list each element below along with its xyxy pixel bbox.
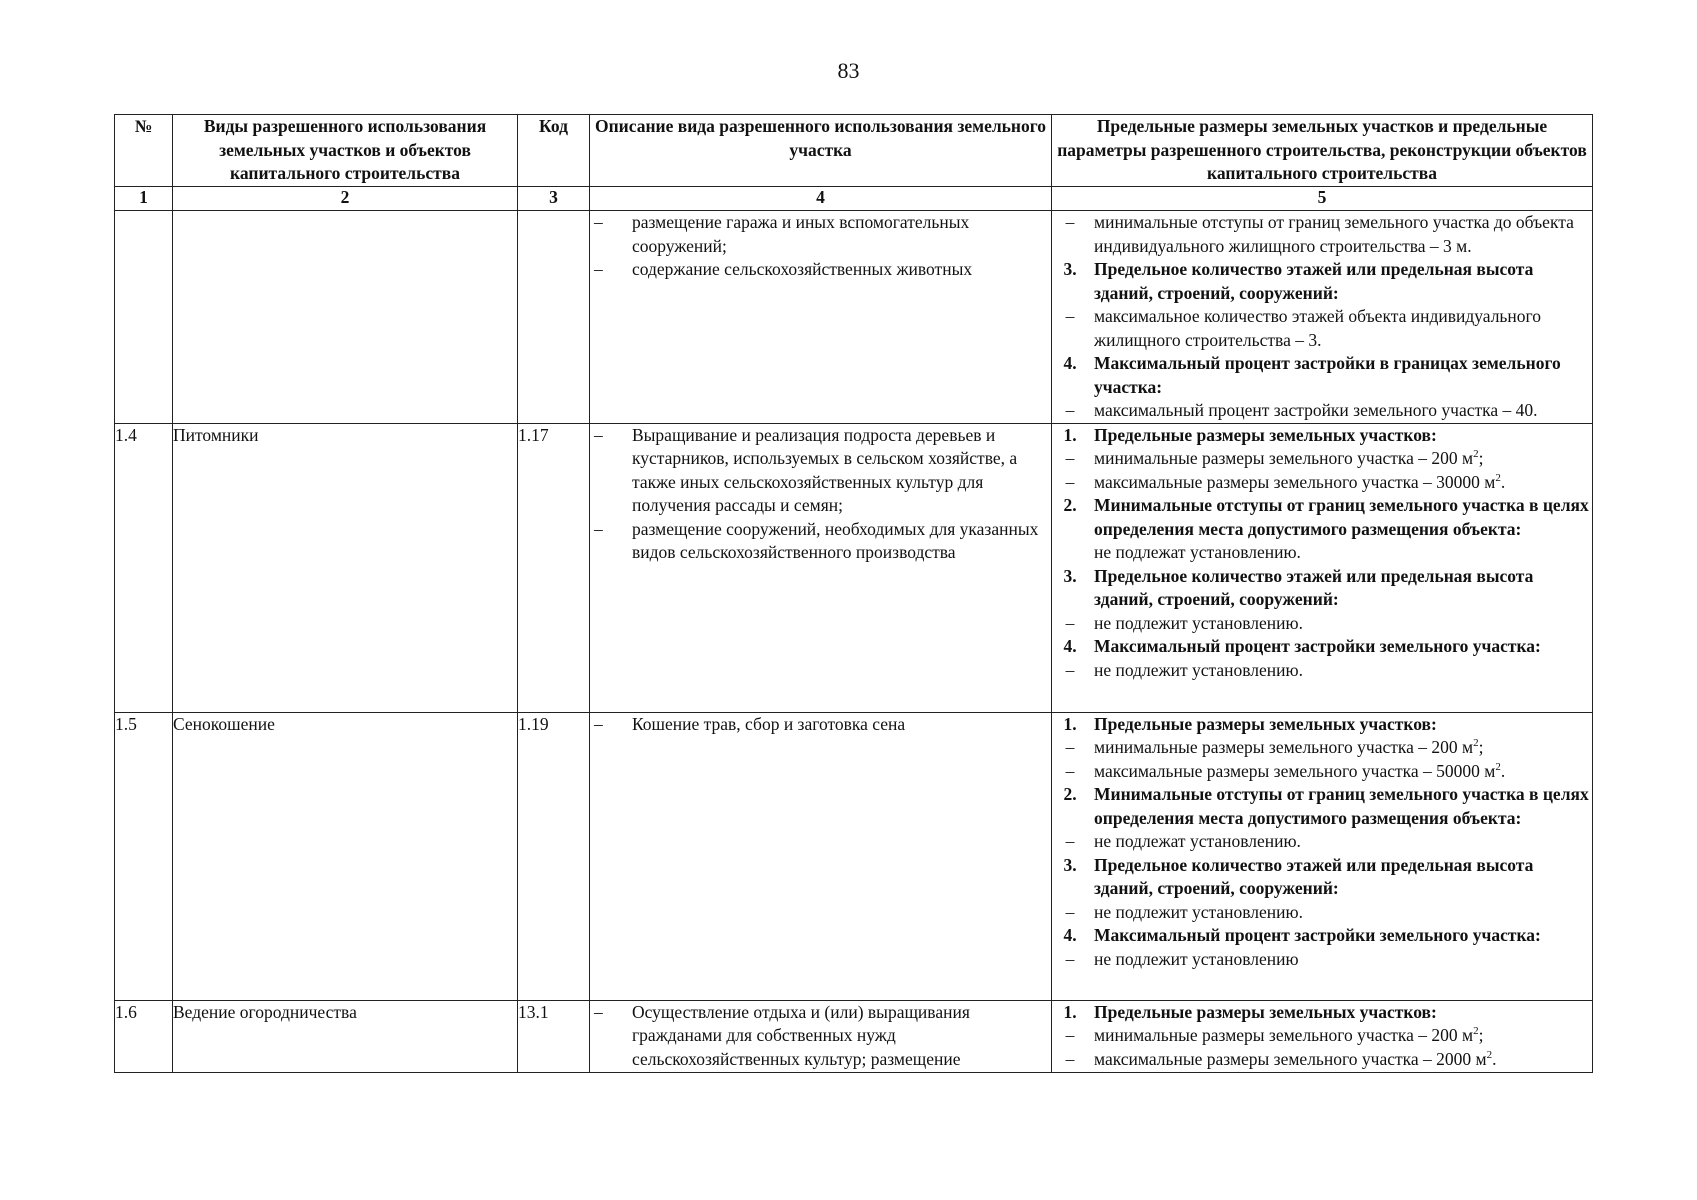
item-text: Предельное количество этажей или предельная высота зданий, строений, сооружений: bbox=[1094, 565, 1534, 609]
item-tail: ; bbox=[1478, 1025, 1484, 1045]
list-marker: – bbox=[1065, 306, 1075, 326]
list-marker: – bbox=[1065, 1048, 1075, 1069]
parameter-item bbox=[1052, 541, 1592, 565]
description-item bbox=[590, 518, 1051, 565]
item-text: Предельные размеры земельных участков: bbox=[1094, 1001, 1437, 1022]
list-marker: – bbox=[1065, 400, 1075, 420]
item-text: максимальные размеры земельного участка – 2000 м bbox=[1094, 1048, 1487, 1069]
item-text: минимальные отступы от границ земельного участка до объекта индивидуального жилищного строительства – 3 м. bbox=[1094, 212, 1574, 256]
row-name: Сенокошение bbox=[173, 712, 518, 1000]
column-number: 2 bbox=[173, 187, 518, 211]
list-marker: – bbox=[1065, 448, 1075, 468]
item-text: не подлежит установлению. bbox=[1094, 901, 1303, 922]
parameter-item bbox=[1052, 471, 1592, 495]
parameter-item bbox=[1052, 258, 1592, 305]
item-text: максимальные размеры земельного участка – 50000 м bbox=[1094, 760, 1496, 781]
superscript: 2 bbox=[1495, 471, 1501, 484]
parameter-item bbox=[1052, 352, 1592, 399]
superscript: 2 bbox=[1495, 760, 1501, 773]
description-item bbox=[590, 713, 1051, 737]
item-text: не подлежат установлению. bbox=[1094, 542, 1301, 562]
list-marker: – bbox=[594, 259, 603, 279]
item-tail: ; bbox=[1478, 737, 1484, 757]
item-text: максимальные размеры земельного участка – 30000 м bbox=[1094, 471, 1496, 492]
item-text: Осуществление отдыха и (или) выращивания гражданами для собственных нужд сельскохозяйственных культур; размещение bbox=[632, 1001, 970, 1069]
list-marker: 1. bbox=[1063, 1001, 1077, 1022]
table-header-row bbox=[115, 115, 1593, 187]
list-marker: – bbox=[594, 212, 603, 232]
row-description bbox=[590, 211, 1052, 424]
row-description bbox=[590, 423, 1052, 712]
row-description bbox=[590, 712, 1052, 1000]
list-marker: – bbox=[1065, 831, 1075, 851]
list-marker: – bbox=[1065, 901, 1075, 922]
parameter-item bbox=[1052, 565, 1592, 612]
superscript: 2 bbox=[1473, 737, 1479, 750]
row-parameters bbox=[1052, 712, 1593, 1000]
list-marker: – bbox=[1065, 212, 1075, 232]
land-use-table bbox=[114, 114, 1593, 1073]
header-name: Виды разрешенного использования земельных участков и объектов капитального строительства bbox=[173, 115, 518, 187]
parameter-item bbox=[1052, 901, 1592, 925]
parameter-item bbox=[1052, 760, 1592, 784]
column-number: 3 bbox=[518, 187, 590, 211]
list-marker: 4. bbox=[1063, 636, 1077, 656]
item-text: не подлежит установлению. bbox=[1094, 659, 1303, 680]
item-text: максимальное количество этажей объекта индивидуального жилищного строительства – 3. bbox=[1094, 306, 1542, 350]
parameter-item bbox=[1052, 305, 1592, 352]
page-number: 83 bbox=[837, 58, 860, 83]
list-marker: – bbox=[594, 1001, 603, 1022]
parameter-item bbox=[1052, 830, 1592, 854]
row-code: 1.17 bbox=[518, 423, 590, 712]
item-text: не подлежит установлению bbox=[1094, 948, 1299, 969]
item-text: минимальные размеры земельного участка – 200 м bbox=[1094, 1025, 1474, 1045]
item-tail: . bbox=[1500, 471, 1506, 492]
header-description: Описание вида разрешенного использования земельного участка bbox=[590, 115, 1052, 187]
table-row bbox=[115, 1000, 1593, 1072]
header-parameters: Предельные размеры земельных участков и предельные параметры разрешенного строительства, реконструкции объектов капитального строительства bbox=[1052, 115, 1593, 187]
row-number: 1.6 bbox=[115, 1000, 173, 1072]
item-text: содержание сельскохозяйственных животных bbox=[632, 259, 973, 279]
item-text: Максимальный процент застройки земельного участка: bbox=[1094, 925, 1541, 945]
item-text: Предельные размеры земельных участков: bbox=[1094, 713, 1437, 734]
description-item bbox=[590, 258, 1051, 282]
list-marker: – bbox=[1065, 471, 1075, 492]
parameter-item bbox=[1052, 211, 1592, 258]
item-text: максимальный процент застройки земельного участка – 40. bbox=[1094, 400, 1538, 420]
row-name: Питомники bbox=[173, 423, 518, 712]
list-marker: 2. bbox=[1063, 495, 1077, 515]
parameter-item bbox=[1052, 1024, 1592, 1048]
row-code: 13.1 bbox=[518, 1000, 590, 1072]
item-text: Предельное количество этажей или предельная высота зданий, строений, сооружений: bbox=[1094, 854, 1534, 898]
parameter-item bbox=[1052, 783, 1592, 830]
column-number: 5 bbox=[1052, 187, 1593, 211]
parameter-item bbox=[1052, 736, 1592, 760]
description-item bbox=[590, 424, 1051, 518]
list-marker: 3. bbox=[1063, 854, 1077, 875]
row-name: Ведение огородничества bbox=[173, 1000, 518, 1072]
parameter-item bbox=[1052, 399, 1592, 423]
item-text: Минимальные отступы от границ земельного участка в целях определения места допустимого размещения объекта: bbox=[1094, 784, 1589, 828]
superscript: 2 bbox=[1486, 1048, 1493, 1061]
parameter-item bbox=[1052, 659, 1592, 683]
row-description bbox=[590, 1000, 1052, 1072]
parameter-item bbox=[1052, 494, 1592, 541]
item-text: размещение сооружений, необходимых для указанных видов сельскохозяйственного производства bbox=[632, 518, 1039, 562]
parameter-item bbox=[1052, 635, 1592, 659]
list-marker: – bbox=[1065, 612, 1075, 633]
row-parameters bbox=[1052, 211, 1593, 424]
column-number-row bbox=[115, 187, 1593, 211]
row-parameters bbox=[1052, 1000, 1593, 1072]
list-marker: 2. bbox=[1063, 784, 1077, 804]
parameter-item bbox=[1052, 1048, 1592, 1072]
item-tail: . bbox=[1492, 1048, 1497, 1069]
parameter-item bbox=[1052, 1001, 1592, 1025]
list-marker: 4. bbox=[1063, 925, 1077, 945]
list-marker: 1. bbox=[1063, 424, 1077, 445]
table-row bbox=[115, 712, 1593, 1000]
list-marker: – bbox=[1065, 1025, 1075, 1045]
list-marker: 3. bbox=[1063, 259, 1077, 279]
list-marker: – bbox=[594, 518, 603, 539]
list-marker: – bbox=[1065, 737, 1075, 757]
list-marker: – bbox=[1065, 760, 1075, 781]
list-marker: 4. bbox=[1063, 353, 1077, 373]
description-item bbox=[590, 211, 1051, 258]
header-code: Код bbox=[518, 115, 590, 187]
item-tail: ; bbox=[1478, 448, 1484, 468]
list-marker: – bbox=[1065, 659, 1075, 680]
parameter-item bbox=[1052, 854, 1592, 901]
column-number: 4 bbox=[590, 187, 1052, 211]
parameter-item bbox=[1052, 447, 1592, 471]
column-number: 1 bbox=[115, 187, 173, 211]
parameter-item bbox=[1052, 924, 1592, 948]
superscript: 2 bbox=[1473, 448, 1479, 461]
list-marker: 3. bbox=[1063, 565, 1077, 586]
parameter-item bbox=[1052, 713, 1592, 737]
list-marker: – bbox=[1065, 948, 1075, 969]
list-marker: 1. bbox=[1063, 713, 1077, 734]
row-parameters bbox=[1052, 423, 1593, 712]
row-name bbox=[173, 211, 518, 424]
item-text: Выращивание и реализация подроста деревьев и кустарников, используемых в сельском хозяйстве, а также иных сельскохозяйственных культур для получения рассады и семян; bbox=[632, 424, 1018, 515]
item-text: Максимальный процент застройки земельного участка: bbox=[1094, 636, 1541, 656]
row-number: 1.4 bbox=[115, 423, 173, 712]
item-text: минимальные размеры земельного участка – 200 м bbox=[1094, 448, 1474, 468]
item-text: размещение гаража и иных вспомогательных сооружений; bbox=[632, 212, 970, 256]
item-text: не подлежат установлению. bbox=[1094, 831, 1301, 851]
item-text: Предельные размеры земельных участков: bbox=[1094, 424, 1437, 445]
list-marker: – bbox=[594, 424, 603, 445]
table-row bbox=[115, 211, 1593, 424]
parameter-item bbox=[1052, 424, 1592, 448]
item-text: не подлежит установлению. bbox=[1094, 612, 1303, 633]
row-number: 1.5 bbox=[115, 712, 173, 1000]
parameter-item bbox=[1052, 948, 1592, 972]
item-tail: . bbox=[1500, 760, 1506, 781]
item-text: Предельное количество этажей или предельная высота зданий, строений, сооружений: bbox=[1094, 259, 1534, 303]
description-item bbox=[590, 1001, 1051, 1072]
row-number bbox=[115, 211, 173, 424]
item-text: Максимальный процент застройки в границах земельного участка: bbox=[1094, 353, 1561, 397]
row-code: 1.19 bbox=[518, 712, 590, 1000]
superscript: 2 bbox=[1473, 1025, 1479, 1038]
row-code bbox=[518, 211, 590, 424]
parameter-item bbox=[1052, 612, 1592, 636]
list-marker: – bbox=[594, 713, 603, 734]
item-text: Минимальные отступы от границ земельного участка в целях определения места допустимого размещения объекта: bbox=[1094, 495, 1589, 539]
header-no: № bbox=[115, 115, 173, 187]
item-text: минимальные размеры земельного участка – 200 м bbox=[1094, 737, 1474, 757]
item-text: Кошение трав, сбор и заготовка сена bbox=[632, 713, 906, 734]
table-row bbox=[115, 423, 1593, 712]
